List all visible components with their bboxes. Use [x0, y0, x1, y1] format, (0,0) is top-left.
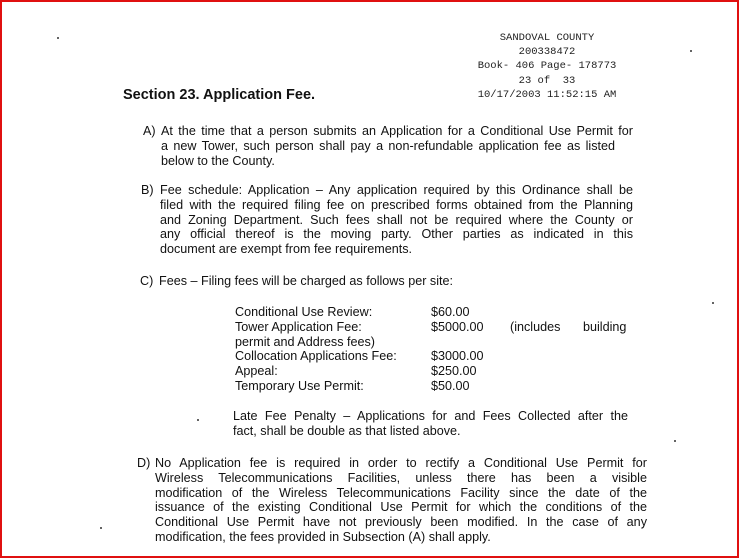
stamp-county: SANDOVAL COUNTY — [499, 32, 595, 44]
paragraph-b-line: filed with the required filing fee on prescribed forms obtained from the Planning — [160, 197, 633, 212]
stamp-pages: 23 of 33 — [518, 74, 576, 87]
paragraph-b-line: any official thereof is the moving party. Other parties as indicated in this — [160, 227, 633, 242]
fee-amount: $3000.00 — [431, 349, 484, 364]
recording-stamp — [462, 31, 632, 102]
scan-speck — [57, 37, 59, 39]
late-fee-line: Late Fee Penalty – Applications for and Fees Collected after the — [233, 409, 628, 423]
fee-name: Temporary Use Permit: — [235, 378, 364, 393]
stamp-number: 200338472 — [518, 46, 576, 59]
paragraph-d-line: modification of the Wireless Telecommunications Facility since the date of the — [155, 485, 647, 500]
paragraph-d-line: No Application fee is required in order to rectify a Conditional Use Permit for — [155, 456, 647, 470]
fee-note: (includes — [510, 319, 561, 334]
paragraph-b-line: document are exempt from fee requirements. — [160, 242, 412, 257]
fee-name: Appeal: — [235, 364, 278, 379]
paragraph-a-line: below to the County. — [161, 153, 275, 168]
paragraph-d-label: D) — [137, 456, 151, 470]
fee-amount: $250.00 — [431, 364, 477, 379]
section-title: Section 23. Application Fee. — [123, 87, 316, 103]
paragraph-a-line: At the time that a person submits an Application for a Conditional Use Permit for — [161, 124, 633, 138]
fee-amount: $50.00 — [431, 378, 470, 393]
stamp-datetime: 10/17/2003 11:52:15 AM — [477, 88, 617, 101]
paragraph-d-line: issuance of the existing Conditional Use Permit for which the conditions of the — [155, 500, 647, 515]
scan-speck — [690, 50, 692, 52]
scan-speck — [674, 440, 676, 442]
fee-amount: $5000.00 — [431, 319, 484, 334]
paragraph-b-line: and Zoning Department. Such fees shall not be required where the County or — [160, 212, 633, 227]
paragraph-b-label: B) — [141, 183, 154, 197]
fee-amount: $60.00 — [431, 305, 470, 319]
scan-speck — [197, 419, 199, 421]
fee-name: Tower Application Fee: — [235, 319, 362, 334]
paragraph-c-label: C) — [140, 274, 154, 288]
paragraph-d-line: Conditional Use Permit have not previously been modified. In the case of any — [155, 515, 647, 530]
paragraph-a-line: a new Tower, such person shall pay a non-refundable application fee as listed — [161, 138, 615, 153]
scan-speck — [100, 527, 102, 529]
scan-speck — [712, 302, 714, 304]
stamp-book-page: Book- 406 Page- 178773 — [477, 60, 617, 73]
paragraph-a-label: A) — [143, 124, 156, 138]
fee-note: permit and Address fees) — [235, 334, 376, 349]
paragraph-b-line: Fee schedule: Application – Any application required by this Ordinance shall be — [160, 183, 633, 197]
paragraph-d-line: modification, the fees provided in Subsection (A) shall apply. — [155, 529, 491, 544]
fee-note: building — [583, 319, 627, 334]
fee-name: Collocation Applications Fee: — [235, 349, 397, 364]
paragraph-d-line: Wireless Telecommunications Facilities, unless there has been a visible — [155, 470, 647, 485]
fee-name: Conditional Use Review: — [235, 305, 373, 319]
paragraph-c-line: Fees – Filing fees will be charged as follows per site: — [159, 274, 453, 288]
late-fee-line: fact, shall be double as that listed above. — [233, 423, 461, 438]
